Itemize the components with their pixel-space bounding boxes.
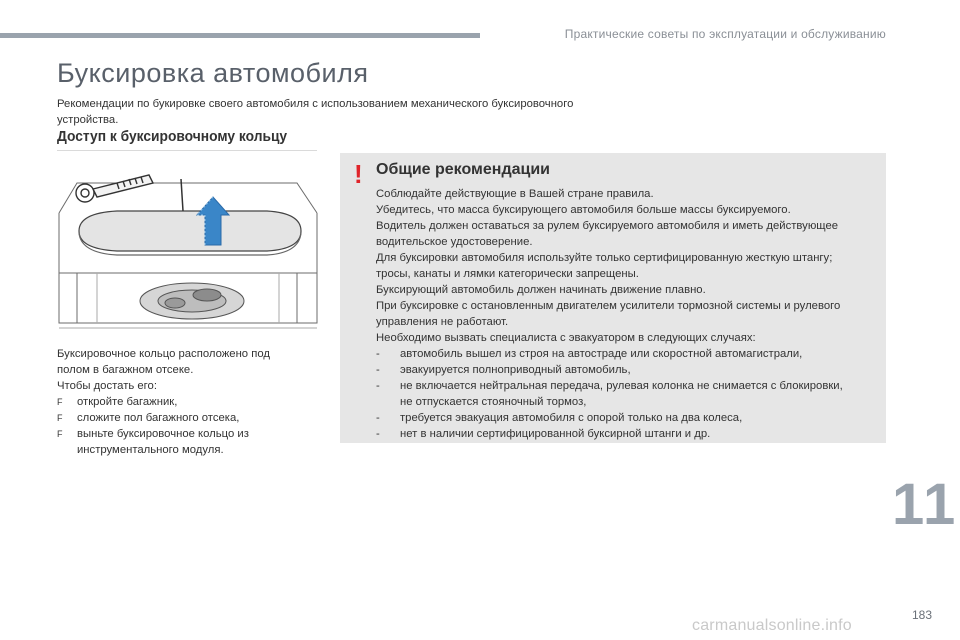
- warning-case-text: автомобиль вышел из строя на автостраде или скоростной автомагистрали,: [400, 348, 803, 360]
- warning-case: [376, 378, 856, 410]
- watermark: carmanualsonline.info: [692, 617, 852, 634]
- access-step: [57, 410, 327, 426]
- access-line: Чтобы достать его:: [57, 380, 157, 392]
- intro-text: Рекомендации по букировке своего автомобиля с использованием механического буксировочного устройства.: [57, 98, 574, 126]
- chapter-number: 11: [892, 472, 958, 537]
- warning-line: Для буксировки автомобиля используйте только сертифицированную жесткую штангу; тросы, канаты и лямки категорически запрещены.: [376, 252, 833, 280]
- page-number: 183: [911, 608, 932, 622]
- trunk-floor-raised: [79, 211, 301, 255]
- warning-case: [376, 410, 856, 426]
- access-line: Буксировочное кольцо расположено под: [57, 348, 270, 360]
- warning-icon: !: [354, 159, 363, 189]
- access-step-text: выньте буксировочное кольцо из инструментального модуля.: [77, 428, 249, 456]
- access-step-text: сложите пол багажного отсека,: [77, 412, 240, 424]
- header-bar: [0, 33, 480, 38]
- towing-eye-icon: [76, 175, 153, 202]
- access-step: [57, 426, 327, 458]
- dash-icon: -: [376, 428, 380, 440]
- dash-icon: -: [376, 348, 380, 360]
- warning-case: [376, 346, 856, 362]
- section-header: Практические советы по эксплуатации и обслуживанию: [564, 27, 886, 41]
- spare-wheel-well: [140, 283, 244, 319]
- warning-line: Необходимо вызвать специалиста с эвакуатором в следующих случаях:: [376, 332, 756, 344]
- dash-icon: -: [376, 380, 380, 392]
- warning-case-text: нет в наличии сертифицированной буксирной штанги и др.: [400, 428, 711, 440]
- warning-case-text: не включается нейтральная передача, рулевая колонка не снимается с блокировки, не отпускается стояночный тормоз,: [400, 380, 843, 408]
- trunk-illustration: [57, 153, 319, 335]
- warning-case: [376, 362, 856, 378]
- access-step-text: откройте багажник,: [77, 396, 178, 408]
- warning-case-text: эвакуируется полноприводный автомобиль,: [400, 364, 631, 376]
- access-heading: Доступ к буксировочному кольцу: [57, 128, 288, 145]
- access-line: полом в багажном отсеке.: [57, 364, 194, 376]
- floor-hook: [181, 179, 183, 211]
- dash-icon: -: [376, 364, 380, 376]
- warning-title: Общие рекомендации: [376, 161, 550, 178]
- bullet-icon: F: [57, 397, 63, 407]
- warning-case: [376, 426, 856, 442]
- warning-line: Буксирующий автомобиль должен начинать движение плавно.: [376, 284, 706, 296]
- warning-line: Соблюдайте действующие в Вашей стране правила.: [376, 188, 654, 200]
- warning-body: [376, 186, 856, 442]
- warning-line: Убедитесь, что масса буксирующего автомобиля больше массы буксируемого.: [376, 204, 791, 216]
- page-title: Буксировка автомобиля: [57, 58, 369, 88]
- access-step: [57, 394, 327, 410]
- dash-icon: -: [376, 412, 380, 424]
- section-rule: [57, 150, 317, 151]
- warning-line: Водитель должен оставаться за рулем буксируемого автомобиля и иметь действующее водительское удостоверение.: [376, 220, 839, 248]
- warning-box: [340, 153, 886, 443]
- access-description: [57, 346, 327, 458]
- warning-case-text: требуется эвакуация автомобиля с опорой только на два колеса,: [400, 412, 743, 424]
- warning-line: При буксировке с остановленным двигателем усилители тормозной системы и рулевого управления не работают.: [376, 300, 841, 328]
- bullet-icon: F: [57, 413, 63, 423]
- bullet-icon: F: [57, 429, 63, 439]
